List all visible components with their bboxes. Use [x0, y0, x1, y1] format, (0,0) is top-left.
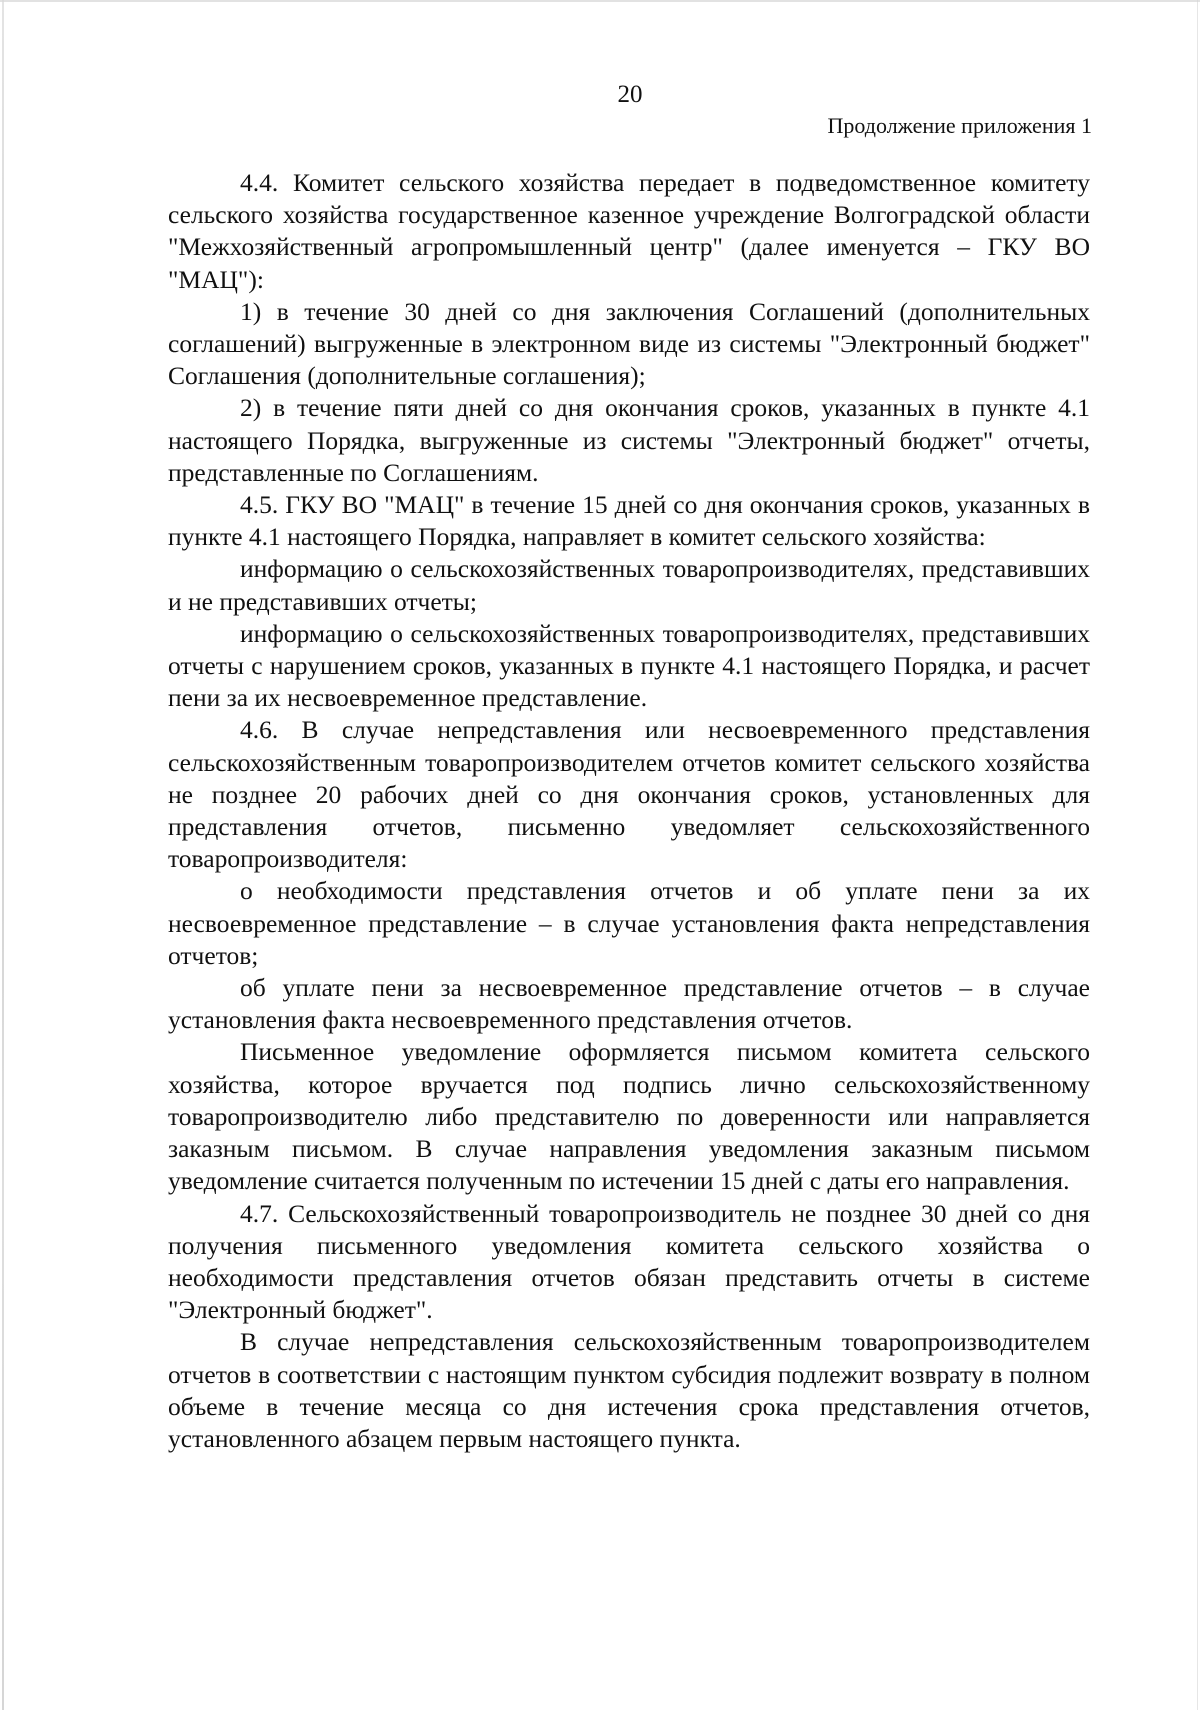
- document-body: [168, 167, 1090, 1455]
- paragraph-4-5-info-2: информацию о сельскохозяйственных товаропроизводителях, представивших отчеты с нарушением сроков, указанных в пункте 4.1 настоящего Порядка, и расчет пени за их несвоевременное представление.: [168, 618, 1090, 713]
- appendix-note: Продолжение приложения 1: [827, 113, 1092, 138]
- paragraph-4-6-notice-1: о необходимости представления отчетов и об уплате пени за их несвоевременное представление – в случае установления факта непредставления отчетов;: [168, 876, 1090, 970]
- paragraph-4-4-item-2: 2) в течение пяти дней со дня окончания сроков, указанных в пункте 4.1 настоящего Порядка, выгруженные из системы "Электронный бюджет" отчеты, представленные по Соглашениям.: [168, 393, 1090, 487]
- paragraph-written-notice: Письменное уведомление оформляется письмом комитета сельского хозяйства, которое вручается под подпись лично сельскохозяйственному товаропроизводителю либо представителю по доверенности или направляется заказным письмом. В случае направления уведомления заказным письмом уведомление считается полученным по истечении 15 дней с даты его направления.: [168, 1037, 1090, 1196]
- paragraph-4-5-info-1: информацию о сельскохозяйственных товаропроизводителях, представивших и не представивших отчеты;: [168, 554, 1090, 616]
- paragraph-4-7: 4.7. Сельскохозяйственный товаропроизводитель не позднее 30 дней со дня получения письменного уведомления комитета сельского хозяйства о необходимости представления отчетов обязан представить отчеты в системе "Электронный бюджет".: [168, 1198, 1090, 1325]
- paragraph-4-5: 4.5. ГКУ ВО "МАЦ" в течение 15 дней со дня окончания сроков, указанных в пункте 4.1 настоящего Порядка, направляет в комитет сельского хозяйства:: [168, 490, 1090, 552]
- scan-edge-right: [1197, 0, 1198, 1710]
- paragraph-4-4: 4.4. Комитет сельского хозяйства передает в подведомственное комитету сельского хозяйства государственное казенное учреждение Волгоградской области "Межхозяйственный агропромышленный центр" (далее именуется – ГКУ ВО "МАЦ"):: [168, 168, 1090, 294]
- paragraph-4-7-refund: В случае непредставления сельскохозяйственным товаропроизводителем отчетов в соответствии с настоящим пунктом субсидия подлежит возврату в полном объеме в течение месяца со дня истечения срока представления отчетов, установленного абзацем первым настоящего пункта.: [168, 1327, 1090, 1453]
- page-number: 20: [617, 81, 643, 108]
- paragraph-4-6: 4.6. В случае непредставления или несвоевременного представления сельскохозяйственным товаропроизводителем отчетов комитет сельского хозяйства не позднее 20 рабочих дней со дня окончания сроков, установленных для представления отчетов, письменно уведомляет сельскохозяйственного товаропроизводителя:: [168, 715, 1090, 874]
- paragraph-4-4-item-1: 1) в течение 30 дней со дня заключения Соглашений (дополнительных соглашений) выгруженные в электронном виде из системы "Электронный бюджет" Соглашения (дополнительные соглашения);: [168, 296, 1090, 391]
- scan-edge-left: [2, 0, 4, 1710]
- paragraph-4-6-notice-2: об уплате пени за несвоевременное представление отчетов – в случае установления факта несвоевременного представления отчетов.: [168, 973, 1090, 1035]
- scan-edge-top: [0, 0, 1200, 2]
